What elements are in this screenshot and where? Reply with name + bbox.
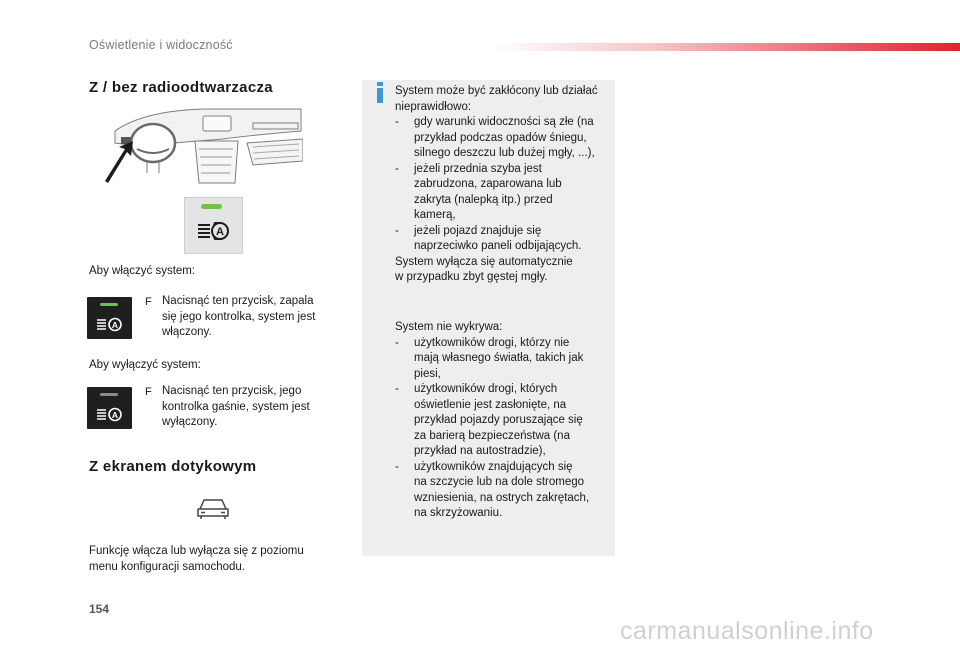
section-title-radio: Z / bez radioodtwarzacza bbox=[89, 79, 273, 96]
info-icon-bar bbox=[377, 88, 383, 103]
touchscreen-line-1: Funkcję włącza lub wyłącza się z poziomu bbox=[89, 545, 304, 557]
info-list2-item1-line-3: piesi, bbox=[414, 367, 441, 380]
enable-line-2: się jego kontrolka, system jest bbox=[162, 310, 316, 323]
info-list2-item2-line-1: użytkowników drogi, których bbox=[414, 383, 558, 395]
svg-text:A: A bbox=[216, 226, 224, 238]
info-list2-dash-2: - bbox=[395, 383, 399, 395]
info-list2-item3-line-2: na szczycie lub na dole stromego bbox=[414, 476, 585, 488]
page-header-title: Oświetlenie i widoczność bbox=[89, 38, 233, 52]
info-list2-dash-1: - bbox=[395, 336, 399, 349]
info-p2-line-2: w przypadku zbyt gęstej mgły. bbox=[395, 271, 548, 283]
auto-high-beam-button-illustration bbox=[184, 197, 243, 254]
disable-intro: Aby wyłączyć system: bbox=[89, 359, 201, 371]
enable-line-3: włączony. bbox=[162, 326, 212, 338]
info-list2-item2-line-5: przykład na autostradzie), bbox=[414, 445, 546, 457]
car-icon bbox=[195, 496, 231, 521]
info-list1-item1-line-1: gdy warunki widoczności są złe (na bbox=[414, 116, 594, 128]
header-accent-rule bbox=[490, 43, 960, 51]
auto-high-beam-button-off bbox=[87, 387, 132, 429]
info-list2-dash-3: - bbox=[395, 460, 399, 473]
info-p2-line-1: System wyłącza się automatycznie bbox=[395, 255, 573, 268]
disable-line-3: wyłączony. bbox=[162, 416, 218, 428]
info-list2-item2-line-3: przykład pojazdy poruszające się bbox=[414, 414, 583, 426]
info-p3-line-1: System nie wykrywa: bbox=[395, 321, 503, 333]
info-list2-item2-line-4: za barierą bezpieczeństwa (na bbox=[414, 429, 570, 442]
info-p1-line-2: nieprawidłowo: bbox=[395, 100, 472, 113]
enable-line-1: Nacisnąć ten przycisk, zapala bbox=[162, 295, 314, 307]
info-list1-dash-1: - bbox=[395, 116, 399, 128]
info-list1-item2-line-3: zakryta (nalepką itp.) przed bbox=[414, 193, 553, 206]
info-list1-item1-line-2: przykład podczas opadów śniegu, bbox=[414, 131, 587, 144]
auto-high-beam-icon bbox=[87, 387, 132, 429]
auto-high-beam-button-on bbox=[87, 297, 132, 339]
disable-line-2: kontrolka gaśnie, system jest bbox=[162, 400, 310, 413]
info-list2-item3-line-4: na skrzyżowaniu. bbox=[414, 507, 503, 519]
info-list1-dash-2: - bbox=[395, 162, 399, 175]
auto-high-beam-icon bbox=[185, 198, 244, 255]
info-list2-item1-line-1: użytkowników drogi, którzy nie bbox=[414, 336, 570, 349]
info-icon bbox=[377, 82, 383, 86]
info-list1-item2-line-2: zabrudzona, zaparowana lub bbox=[414, 178, 562, 190]
watermark: carmanualsonline.info bbox=[620, 617, 874, 645]
touchscreen-line-2: menu konfiguracji samochodu. bbox=[89, 560, 245, 573]
info-p1-line-1: System może być zakłócony lub działać bbox=[395, 85, 598, 97]
svg-text:A: A bbox=[111, 320, 119, 330]
info-list2-item2-line-2: oświetlenie jest zasłonięte, na bbox=[414, 398, 567, 411]
info-list1-item2-line-4: kamerą, bbox=[414, 209, 456, 221]
info-list1-item2-line-1: jeżeli przednia szyba jest bbox=[414, 162, 542, 175]
disable-bullet: F bbox=[145, 386, 152, 398]
info-list1-dash-3: - bbox=[395, 224, 399, 237]
info-list1-item1-line-3: silnego deszczu lub dużej mgły, ...), bbox=[414, 147, 595, 159]
disable-line-1: Nacisnąć ten przycisk, jego bbox=[162, 385, 302, 397]
enable-intro: Aby włączyć system: bbox=[89, 265, 196, 277]
info-list1-item3-line-1: jeżeli pojazd znajduje się bbox=[414, 224, 542, 237]
info-list1-item3-line-2: naprzeciwko paneli odbijających. bbox=[414, 240, 582, 252]
info-list2-item3-line-3: wzniesienia, na ostrych zakrętach, bbox=[414, 491, 590, 504]
section-title-touchscreen: Z ekranem dotykowym bbox=[89, 458, 257, 475]
page-number: 154 bbox=[89, 602, 110, 616]
info-list2-item1-line-2: mają własnego światła, takich jak bbox=[414, 352, 584, 364]
dashboard-illustration bbox=[103, 103, 303, 188]
svg-text:A: A bbox=[111, 410, 119, 420]
enable-bullet: F bbox=[145, 296, 152, 308]
info-list2-item3-line-1: użytkowników znajdujących się bbox=[414, 460, 573, 473]
auto-high-beam-icon bbox=[87, 297, 132, 339]
